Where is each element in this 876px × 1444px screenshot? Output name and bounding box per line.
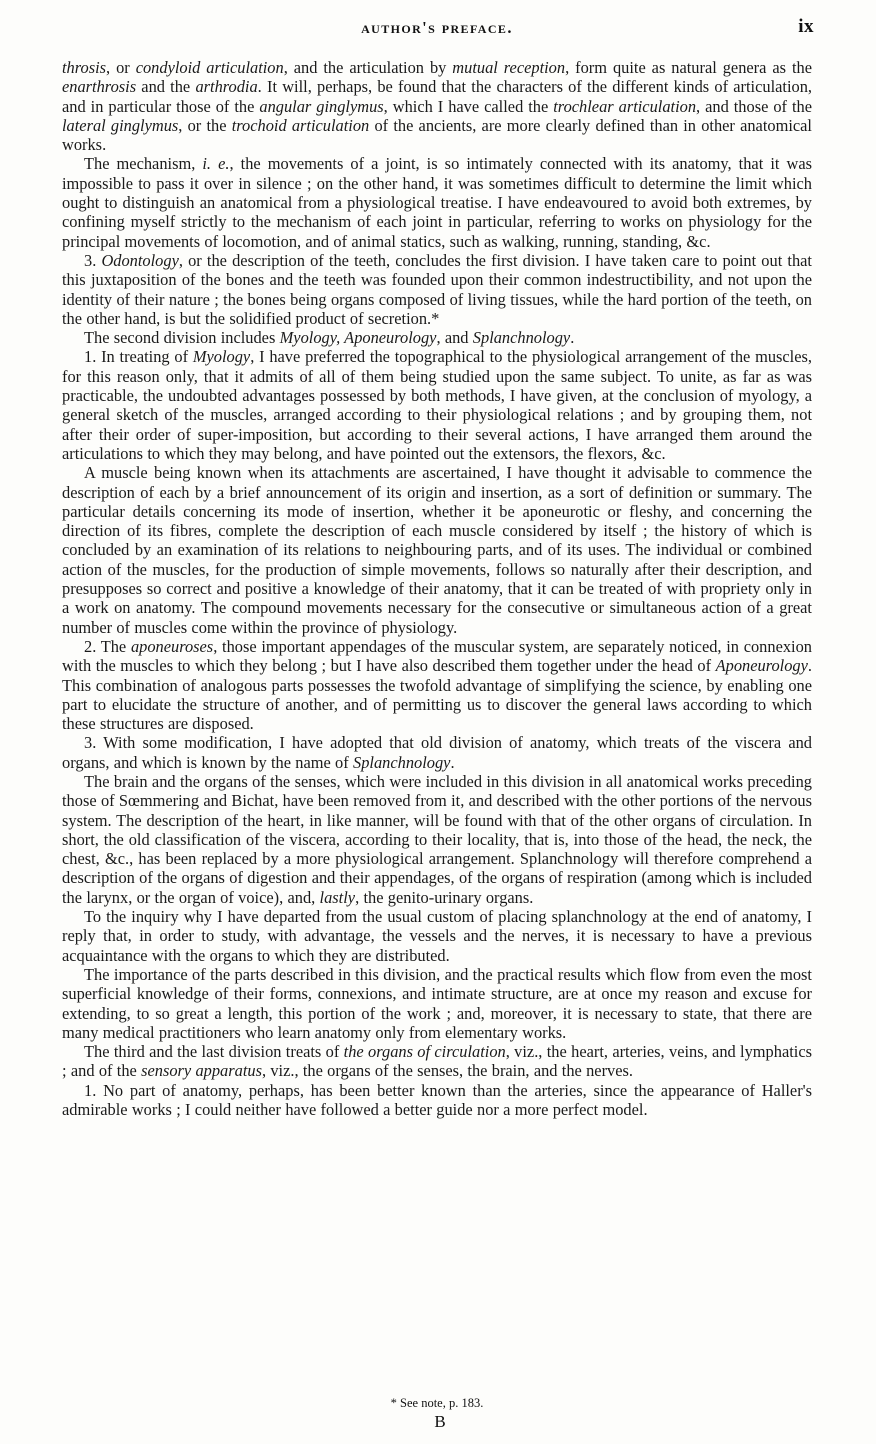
italic-term: the organs of circulation [343, 1042, 506, 1062]
text-run: To the inquiry why I have departed from the usual custom of placing splanchnology at the end of anatomy, I reply that, in order to study, with advantage, the vessels and the nerves, it is necessary to have a previous acquaintance with the organs to which they are distributed. [62, 907, 812, 965]
running-head [62, 18, 812, 42]
p-splanchnology-division [62, 733, 812, 772]
italic-term: Splanchnology [472, 328, 571, 348]
text-run: , those important appendages of the muscular system, are separately noticed, in connexion with the muscles to which they belong ; but I have also described them together under the head of [62, 636, 812, 676]
italic-term: Odontology [101, 250, 179, 270]
italic-term: lastly [319, 887, 356, 907]
text-run: , or the description of the teeth, concludes the first division. I have taken care to point out that this juxtaposition of the bones and the teeth was founded upon their common indestructibility, and not upon the identity of their nature ; the bones being organs composed of living tissues, while the hard portion of the teeth, on the other hand, is but the solidified product of secretion.* [62, 250, 812, 328]
text-run: A muscle being known when its attachments are ascertained, I have thought it advisable to commence the description of each by a brief announcement of its origin and insertion, as a sort of definition or summary. The particular details concerning its mode of insertion, whether it be aponeurotic or fleshy, and concerning the direction of its fibres, complete the description of each muscle considered by itself ; the history of which is concluded by an examination of its relations to neighbouring parts, and of its uses. The individual or combined action of the muscles, for the production of simple movements, follows so naturally after their description, and presupposes so correct and positive a knowledge of their anatomy, that it can be treated of with propriety only in a work on anatomy. The compound movements necessary for the consecutive or simultaneous action of a great number of muscles come within the province of physiology. [62, 463, 812, 637]
page-title: author's preface. [361, 18, 513, 37]
text-run: . [450, 752, 455, 772]
text-run: The brain and the organs of the senses, which were included in this division in all anatomical works preceding those of Sœmmering and Bichat, have been removed from it, and described with the other portions of the nervous system. The description of the heart, in like manner, will be found with that of the other organs of circulation. In short, the old classification of the viscera, according to their locality, that is, into those of the head, the neck, the chest, &c., has been replaced by a more physiological arrangement. Splanchnology will therefore comprehend a description of the organs of digestion and their appendages, of the organs of respiration (among which is included the larynx, or the organ of voice), and, [62, 771, 812, 907]
text-run: , or the [178, 115, 232, 135]
italic-term: condyloid articulation [135, 58, 284, 77]
text-run: , form quite as natural genera as the [565, 58, 812, 77]
p-brain-organs [62, 772, 812, 907]
italic-term: arthrodia [195, 77, 258, 97]
text-run: , which I have called the [383, 96, 554, 116]
text-run: , viz., the heart, arteries, veins, and lymphatics ; and of the [62, 1042, 812, 1081]
body-text-block [62, 58, 812, 1119]
text-run: , the movements of a joint, is so intimately connected with its anatomy, that it was impossible to pass it over in silence ; on the other hand, it was sometimes difficult to determine the limit which ought to distinguish an anatomical from a physiological treatise. I have endeavoured to avoid both extremes, by confining myself strictly to the mechanism of each joint in particular, referring to works on physiology for the principal movements of locomotion, and of animal statics, such as walking, running, standing, &c. [62, 154, 813, 251]
italic-term: mutual reception [452, 58, 566, 77]
italic-term: Splanchnology [353, 752, 451, 772]
p-arteries [62, 1081, 812, 1120]
text-run: , viz., the organs of the senses, the brain, and the nerves. [261, 1061, 633, 1081]
text-run: , I have preferred the topographical to the physiological arrangement of the muscles, for this reason only, that it admits of all of them being studied upon the same subject. To unite, as far as was practicable, the undoubted advantages possessed by both methods, I have given, at the conclusion of myology, a general sketch of the muscles, arranged according to their physiological relations ; and by grouping them, not after their order of super-imposition, but according to their several actions, I have arranged them around the articulations to which they may belong, and have pointed out the extensors, the flexors, &c. [62, 347, 812, 463]
text-run: 2. The [84, 636, 131, 656]
text-run: The second division includes [84, 328, 280, 348]
text-run: The importance of the parts described in this division, and the practical results which flow from even the most superficial knowledge of their forms, connexions, and intimate structure, are at once my reason and excuse for extending, to so great a length, this portion of the work ; and, moreover, it is necessary to state, that there are many medical practitioners who learn anatomy only from elementary works. [62, 964, 812, 1042]
p-continued-articulation [62, 58, 812, 154]
italic-term: sensory apparatus [141, 1061, 262, 1081]
italic-term: aponeuroses [130, 636, 214, 656]
text-run: of the ancients, are more clearly defined than in other anatomical works. [62, 115, 812, 155]
text-run: and the [136, 77, 196, 97]
text-run: 1. No part of anatomy, perhaps, has been better known than the arteries, since the appearance of Haller's admirable works ; I could neither have followed a better guide nor a more perfect model. [62, 1080, 812, 1120]
text-run: , or [106, 58, 136, 77]
italic-term: trochoid articulation [231, 115, 370, 135]
text-run: 1. In treating of [84, 347, 193, 367]
italic-term: angular ginglymus [259, 96, 384, 116]
italic-term: i. e. [202, 154, 230, 174]
italic-term: enarthrosis [62, 77, 137, 97]
italic-term: Aponeurology [715, 656, 808, 676]
italic-term: throsis [62, 58, 107, 77]
text-run: 3. [84, 250, 102, 270]
text-run: , and those of the [696, 96, 812, 116]
p-mechanism [62, 154, 812, 250]
text-run: , and [436, 328, 473, 348]
text-run: The third and the last division treats of [84, 1042, 344, 1062]
italic-term: lateral ginglymus [62, 115, 179, 135]
italic-term: Myology, Aponeurology [279, 328, 437, 348]
p-myology [62, 347, 812, 463]
p-aponeuroses [62, 637, 812, 733]
text-run: 3. With some modification, I have adopted that old division of anatomy, which treats of the viscera and organs, and which is known by the name of [62, 733, 812, 772]
text-run: , and the articulation by [283, 58, 453, 77]
p-importance [62, 965, 812, 1042]
signature-mark [62, 1412, 812, 1431]
text-run: , the genito-urinary organs. [355, 887, 534, 907]
text-run: . It will, perhaps, be found that the characters of the different kinds of articulation, and in particular those of the [62, 77, 812, 116]
signature-letter: B [434, 1412, 446, 1431]
p-odontology [62, 251, 812, 328]
text-run: The mechanism, [84, 154, 203, 174]
text-run: . This combination of analogous parts possesses the twofold advantage of simplifying the science, by enabling one part to elucidate the structure of another, and of permitting us to discover the general laws according to which these structures are disposed. [62, 656, 812, 734]
italic-term: Myology [192, 347, 251, 367]
page-number: ix [798, 16, 814, 37]
text-run: . [570, 328, 575, 348]
p-second-division [62, 328, 812, 347]
p-inquiry [62, 907, 812, 965]
italic-term: trochlear articulation [553, 96, 697, 116]
p-muscle-attachments [62, 463, 812, 637]
p-third-division [62, 1042, 812, 1081]
footnote: * See note, p. 183. [390, 1396, 484, 1410]
